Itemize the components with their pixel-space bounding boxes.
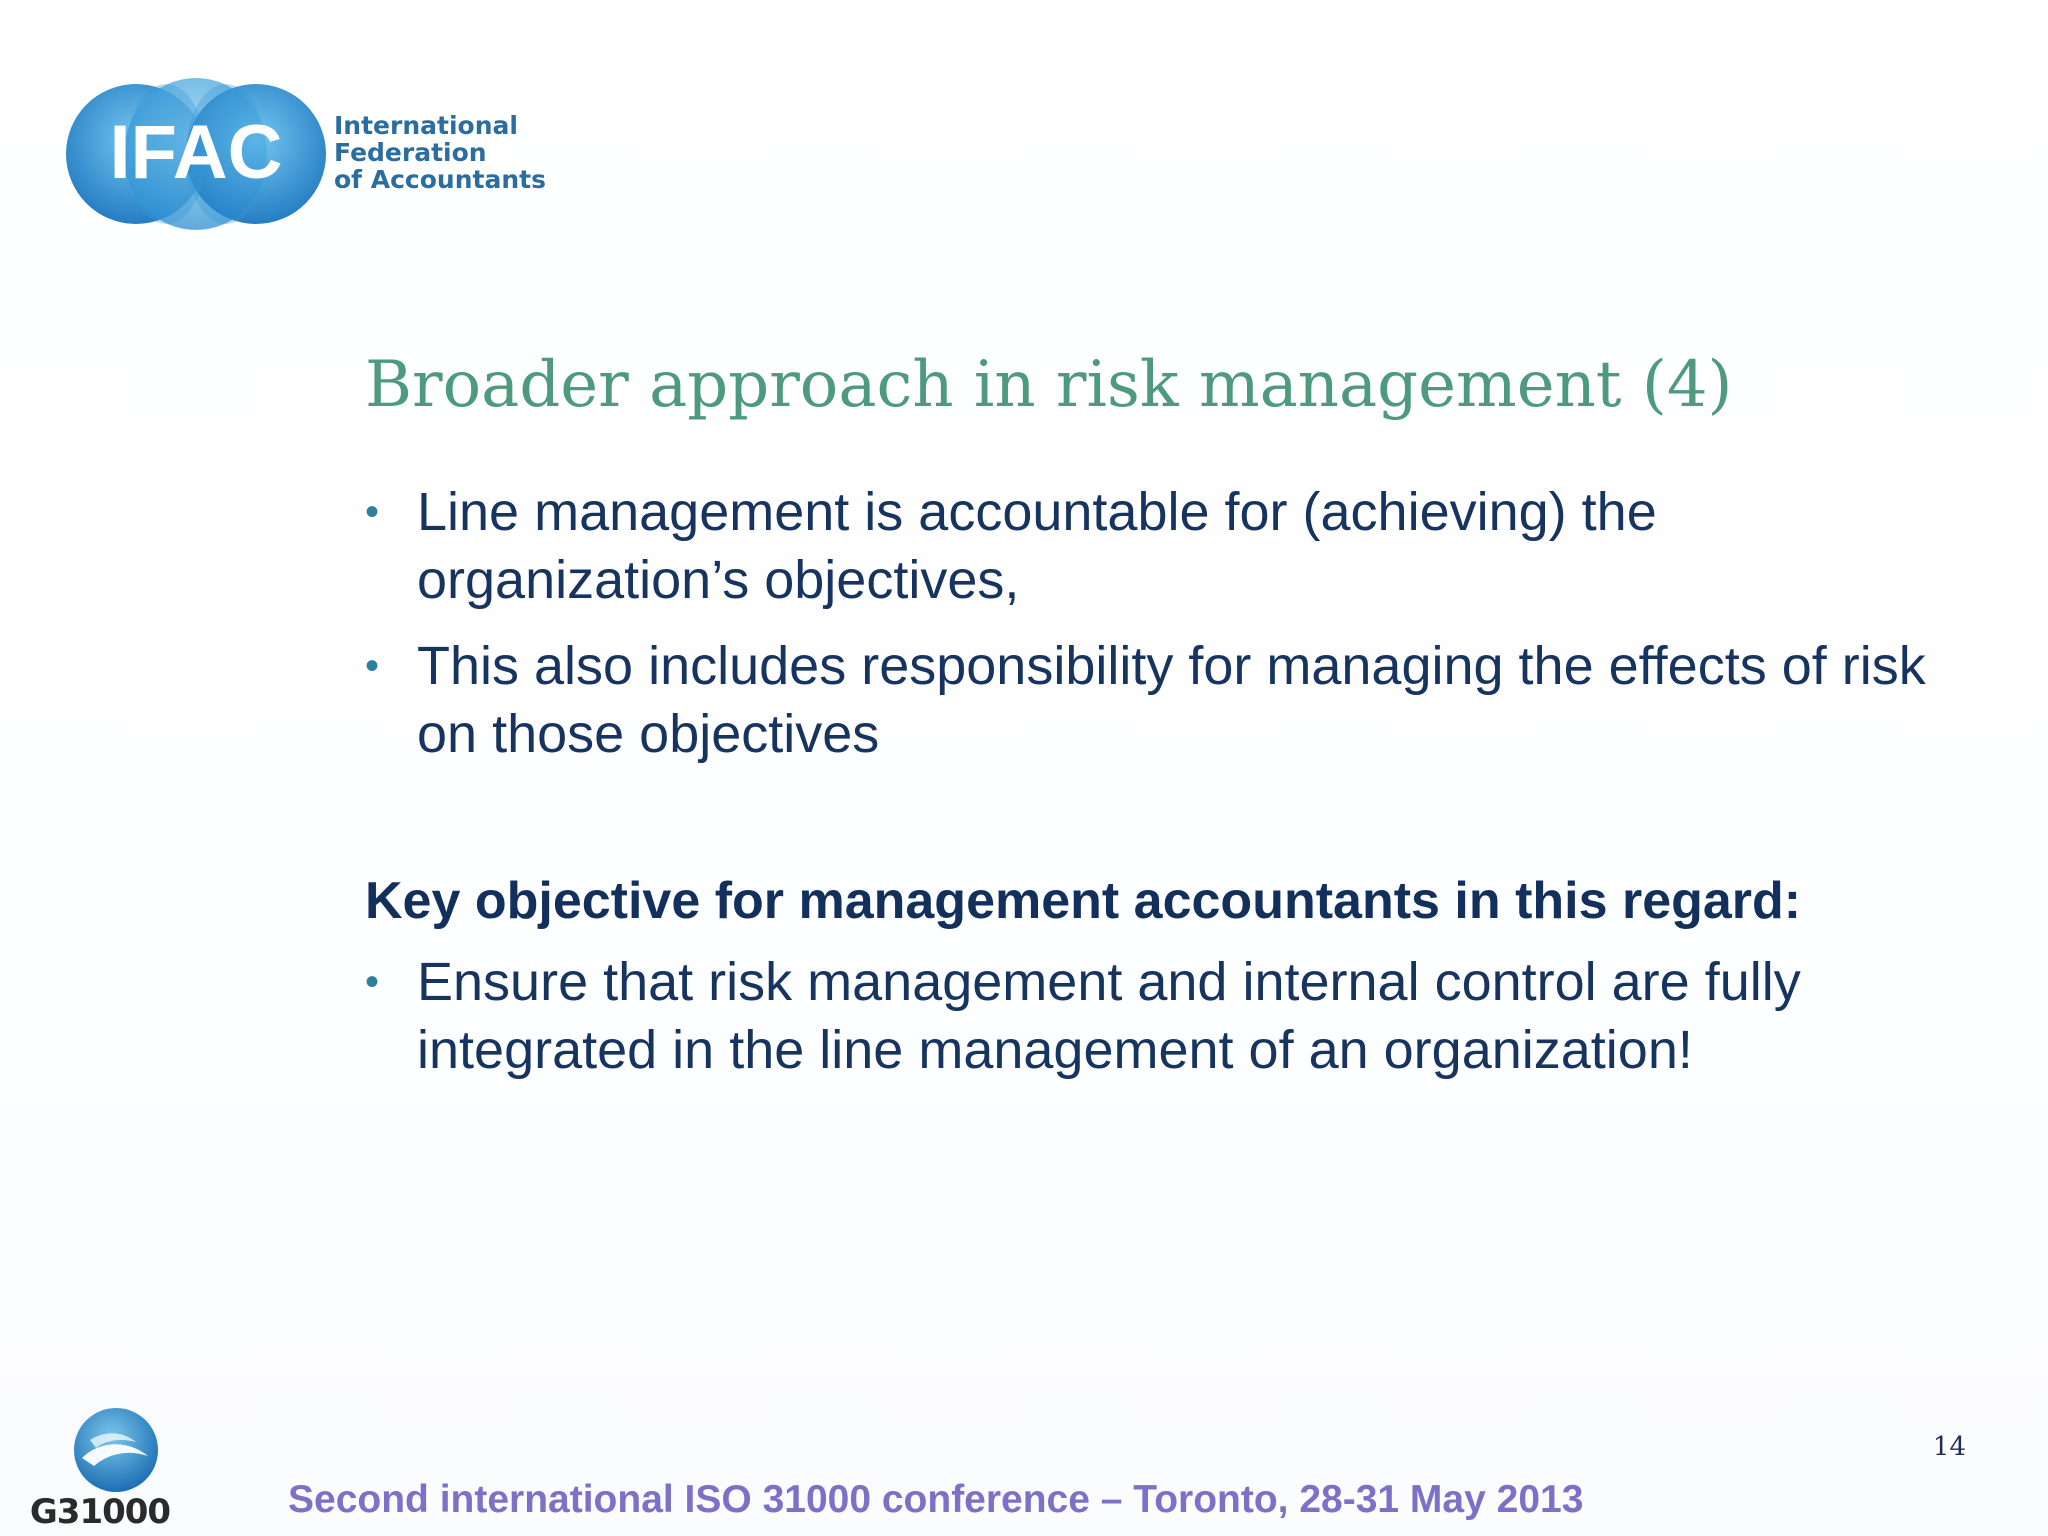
- bullet-dot-icon: •: [365, 644, 380, 688]
- ifac-mark-text: IFAC: [109, 110, 283, 195]
- footer-conference-text: Second international ISO 31000 conference – Toronto, 28-31 May 2013: [288, 1478, 1584, 1521]
- ifac-wordmark-line-1: International: [334, 111, 518, 140]
- key-objective-heading: Key objective for management accountants in this regard:: [365, 872, 1802, 930]
- ifac-logo: [66, 74, 546, 234]
- bullet-item: [365, 478, 1985, 614]
- bullet-text: Ensure that risk management and internal control are fully integrated in the line management of an organization!: [417, 952, 1801, 1080]
- bullet-list: [365, 478, 1985, 768]
- slide-title: Broader approach in risk management (4): [365, 348, 1733, 422]
- key-bullet-list: [365, 948, 1985, 1084]
- page-number: 14: [1932, 1432, 1966, 1462]
- g31000-logo-text: G31000: [29, 1492, 171, 1532]
- bullet-item: [365, 632, 1985, 768]
- bullet-dot-icon: •: [365, 490, 380, 534]
- ifac-wordmark: [334, 111, 546, 194]
- bullet-text: Line management is accountable for (achieving) the organization’s objectives,: [417, 482, 1657, 610]
- ifac-wordmark-line-3: of Accountants: [334, 165, 546, 194]
- bullet-item: [365, 948, 1985, 1084]
- g31000-globe-icon: [20, 1400, 180, 1496]
- ifac-wordmark-line-2: Federation: [334, 138, 487, 167]
- bullet-dot-icon: •: [365, 960, 380, 1004]
- bullet-text: This also includes responsibility for managing the effects of risk on those objectives: [417, 636, 1926, 764]
- slide-content: [365, 478, 1985, 1102]
- ifac-logo-mark-icon: [66, 74, 326, 234]
- g31000-logo: [20, 1400, 180, 1536]
